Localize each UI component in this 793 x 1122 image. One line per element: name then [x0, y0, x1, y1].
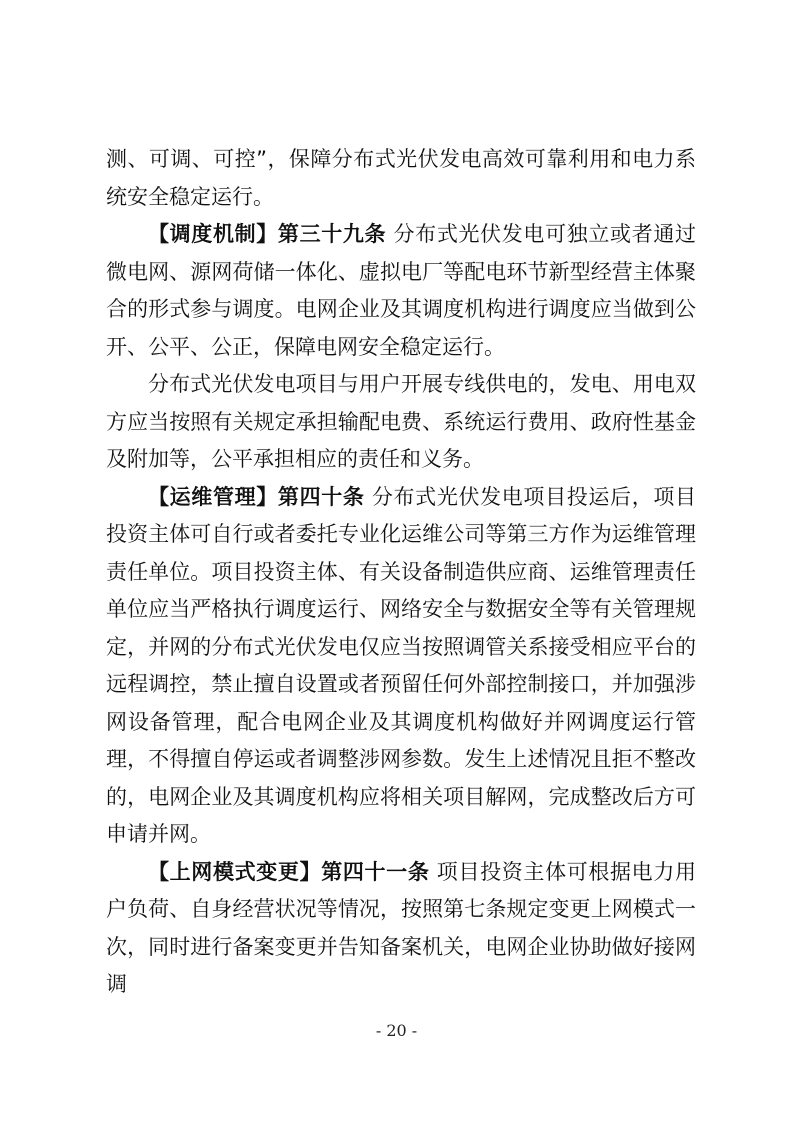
- article-heading: 【调度机制】第三十九条: [148, 222, 387, 246]
- article-text: 分布式光伏发电可独立或者通过微电网、源网荷储一体化、虚拟电厂等配电环节新型经营主体聚合的形式参与调度。电网企业及其调度机构进行调度应当做到公开、公平、公正，保障电网安全稳定运行。: [106, 222, 696, 359]
- paragraph-text: 分布式光伏发电项目与用户开展专线供电的，发电、用电双方应当按照有关规定承担输配电费、系统运行费用、政府性基金及附加等，公平承担相应的责任和义务。: [106, 372, 696, 471]
- article-39: [106, 216, 696, 366]
- page-number: - 20 -: [375, 1021, 418, 1040]
- paragraph-text: 测、可调、可控”，保障分布式光伏发电高效可靠利用和电力系统安全稳定运行。: [106, 147, 696, 209]
- paragraph-continuation: [106, 141, 696, 216]
- article-39-supplement: [106, 366, 696, 479]
- article-41: [106, 854, 696, 1004]
- article-text: 分布式光伏发电项目投运后，项目投资主体可自行或者委托专业化运维公司等第三方作为运维管理责任单位。项目投资主体、有关设备制造供应商、运维管理责任单位应当严格执行调度运行、网络安全与数据安全等有关管理规定，并网的分布式光伏发电仅应当按照调管关系接受相应平台的远程调控，禁止擅自设置或者预留任何外部控制接口，并加强涉网设备管理，配合电网企业及其调度机构做好并网调度运行管理，不得擅自停运或者调整涉网参数。发生上述情况且拒不整改的，电网企业及其调度机构应将相关项目解网，完成整改后方可申请并网。: [106, 484, 696, 846]
- article-heading: 【上网模式变更】第四十一条: [148, 859, 430, 884]
- article-heading: 【运维管理】第四十条: [148, 484, 365, 509]
- article-40: [106, 479, 696, 854]
- document-body: [106, 141, 696, 1004]
- article-text: 项目投资主体可根据电力用户负荷、自身经营状况等情况，按照第七条规定变更上网模式一次，同时进行备案变更并告知备案机关，电网企业协助做好接网调: [106, 859, 696, 996]
